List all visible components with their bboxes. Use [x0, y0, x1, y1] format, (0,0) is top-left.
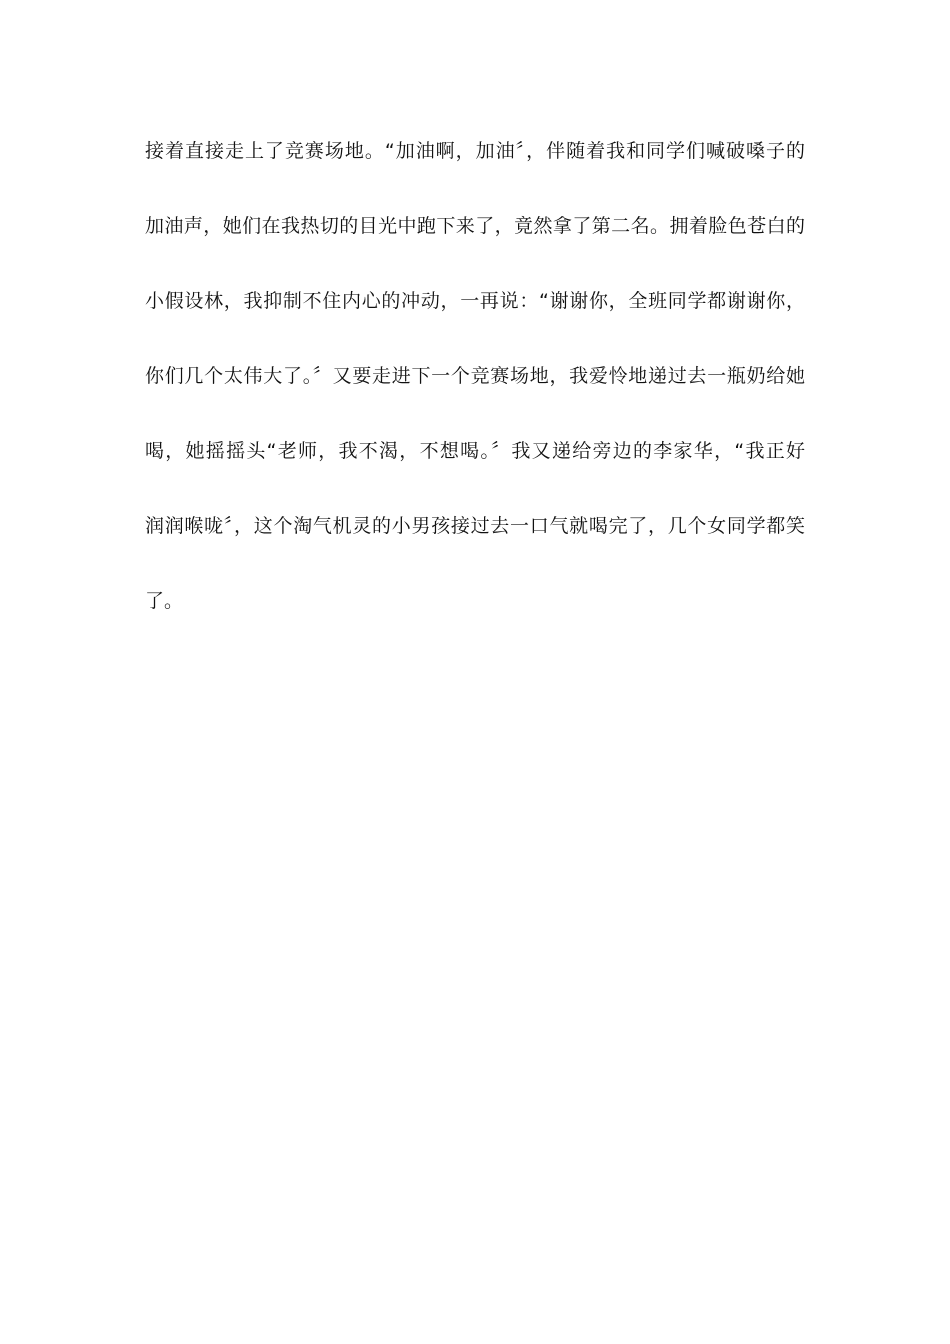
text-line: 小假设林，我抑制不住内心的冲动，一再说：“谢谢你，全班同学都谢谢你， [145, 290, 805, 312]
text-line: 润润喉咙〞，这个淘气机灵的小男孩接过去一口气就喝完了，几个女同学都笑 [145, 515, 805, 537]
text-line: 你们几个太伟大了。〞又要走进下一个竞赛场地，我爱怜地递过去一瓶奶给她 [145, 365, 805, 387]
body-paragraph [145, 131, 805, 656]
text-line: 接着直接走上了竞赛场地。“加油啊，加油〞，伴随着我和同学们喊破嗓子的 [145, 140, 805, 162]
text-line: 加油声，她们在我热切的目光中跑下来了，竟然拿了第二名。拥着脸色苍白的 [145, 215, 805, 237]
text-line: 喝，她摇摇头“老师，我不渴，不想喝。〞我又递给旁边的李家华，“我正好 [145, 440, 805, 462]
text-line: 了。 [145, 590, 184, 612]
